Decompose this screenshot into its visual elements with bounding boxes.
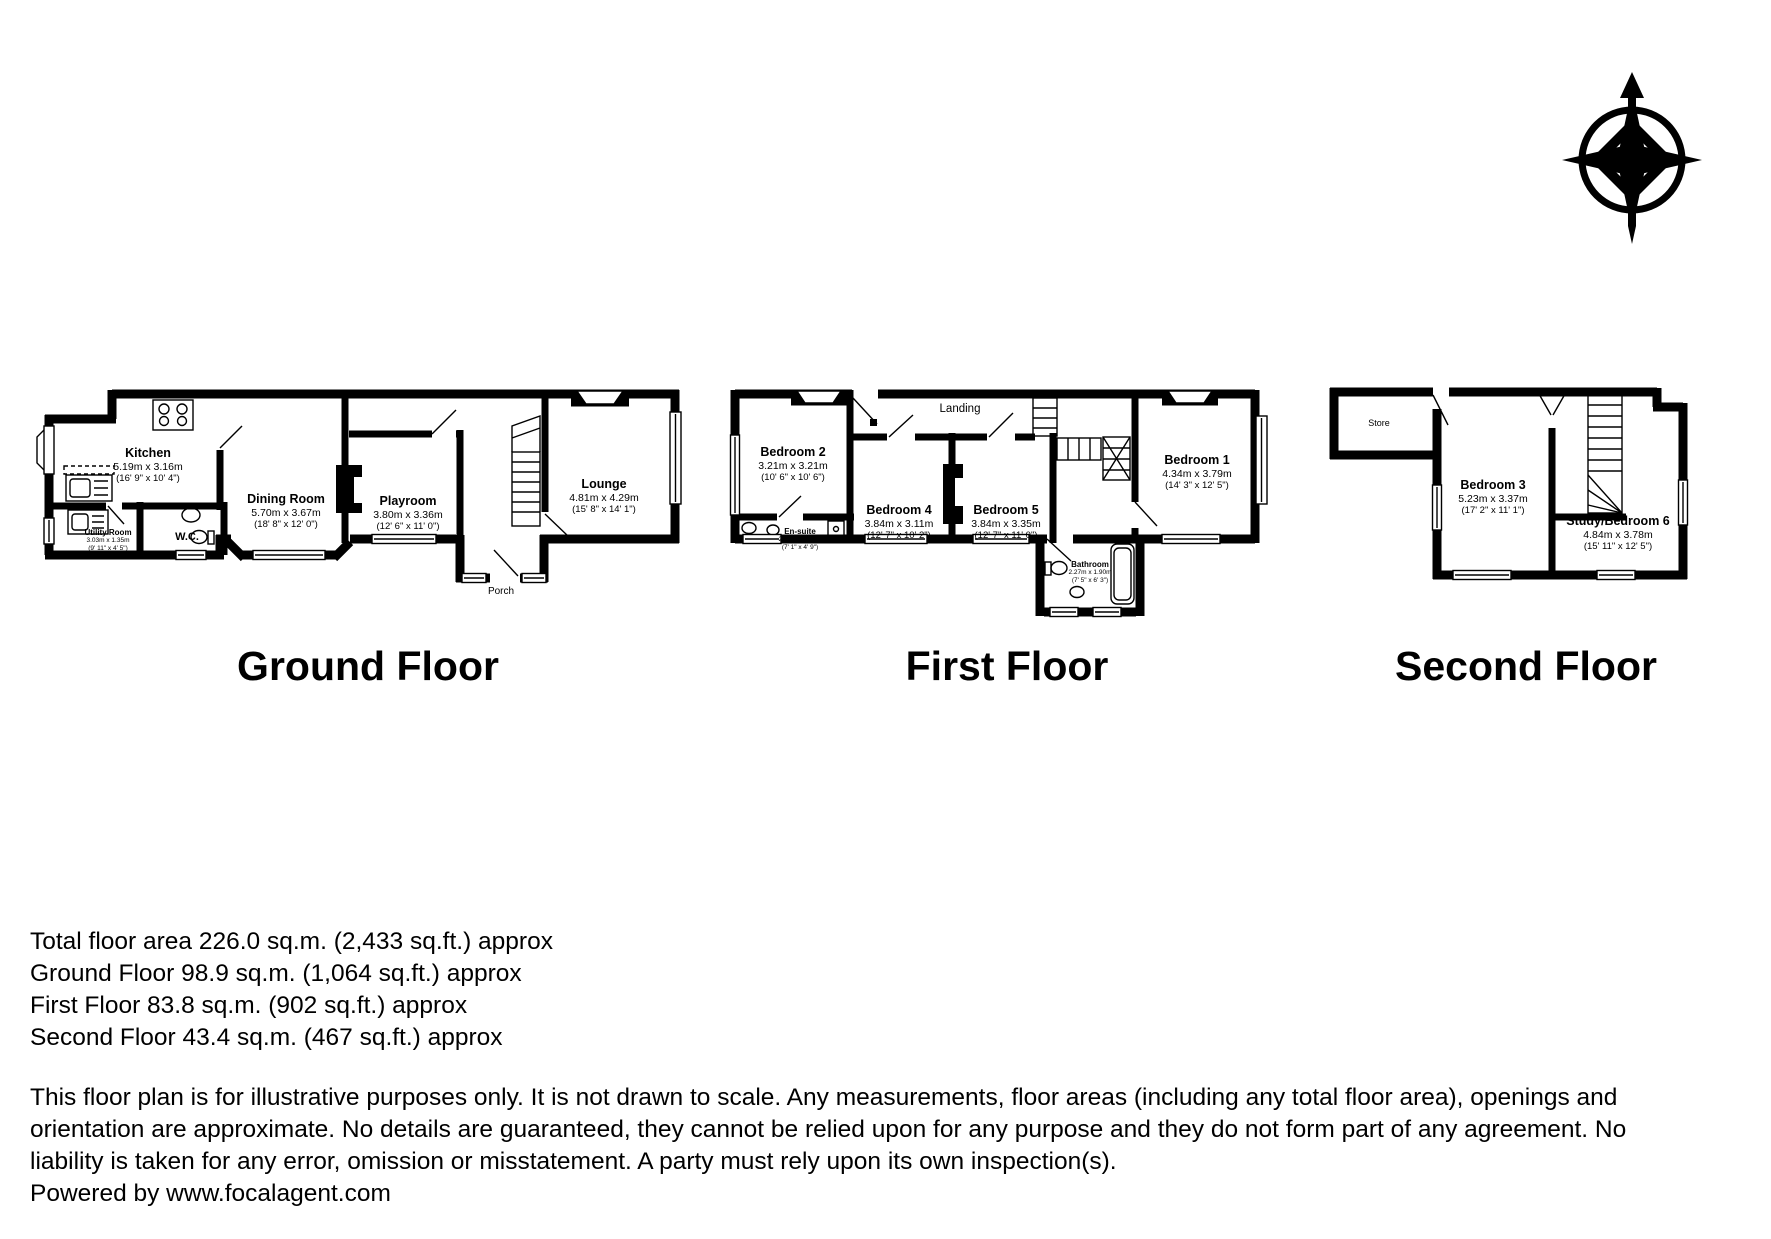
ground-floor-area-line: Ground Floor 98.9 sq.m. (1,064 sq.ft.) approx [30, 960, 522, 987]
compass-rose [1552, 12, 1717, 252]
disclaimer-text: This floor plan is for illustrative purposes only. It is not drawn to scale. Any measurements, floor areas (including any total floor area), openings and orientation are approximate. No details are guaranteed, they cannot be relied upon for any purpose and they do not form part of any agreement. No liability is taken for any error, omission or misstatement. A party must rely upon its own inspection(s). [30, 1084, 1627, 1175]
room-label-bedroom3: Bedroom 3 5.23m x 3.37m (17' 2" x 11' 1") [1458, 478, 1528, 517]
bathroom-toilet [1051, 562, 1067, 575]
hob-unit [153, 400, 193, 430]
staircase [1588, 395, 1622, 513]
second-floor-title: Second Floor [1395, 643, 1657, 689]
staircase [1033, 398, 1130, 480]
room-label-bathroom: Bathroom 2.27m x 1.90m (7' 5" x 6' 3") [1068, 560, 1112, 584]
floor-area-summary [30, 926, 553, 1054]
room-label-landing: Landing [939, 403, 981, 415]
room-label-wc: W.C. [175, 531, 199, 543]
room-label-playroom: Playroom 3.80m x 3.36m (12' 6" x 11' 0") [373, 494, 443, 533]
bathroom-basin [1070, 587, 1084, 598]
wc-basin [182, 508, 200, 522]
room-label-utility: Utility Room 3.03m x 1.35m (9' 11" x 4' 5") [84, 528, 132, 552]
total-floor-area-line: Total floor area 226.0 sq.m. (2,433 sq.ft.) approx [30, 928, 553, 955]
second-floor-plan-drawing [1325, 345, 1710, 600]
room-label-lounge: Lounge 4.81m x 4.29m (15' 8" x 14' 1") [569, 477, 639, 516]
room-label-kitchen: Kitchen 5.19m x 3.16m (16' 9" x 10' 4") [113, 446, 183, 485]
second-floor-area-line: Second Floor 43.4 sq.m. (467 sq.ft.) approx [30, 1024, 503, 1051]
room-label-study-bedroom6: Study/Bedroom 6 4.84m x 3.78m (15' 11" x 12' 5") [1566, 514, 1670, 553]
room-label-bedroom5: Bedroom 5 3.84m x 3.35m (12' 7" x 11' 0") [971, 503, 1041, 542]
powered-by-text: Powered by www.focalagent.com [30, 1180, 391, 1207]
first-floor-area-line: First Floor 83.8 sq.m. (902 sq.ft.) approx [30, 992, 468, 1019]
room-label-dining: Dining Room 5.70m x 3.67m (18' 8" x 12' 0") [247, 492, 325, 531]
first-floor-title: First Floor [905, 643, 1109, 689]
ensuite-toilet [742, 523, 756, 534]
room-label-store: Store [1368, 418, 1390, 428]
ensuite-basin [767, 525, 779, 535]
room-label-bedroom4: Bedroom 4 3.84m x 3.11m (12' 7" x 10' 2") [864, 503, 934, 542]
ground-floor-title: Ground Floor [237, 643, 499, 689]
door-swings [1433, 394, 1565, 425]
disclaimer [30, 1082, 1700, 1210]
staircase [512, 416, 540, 526]
room-label-ensuite: En-suite 2.16m x 1.45m (7' 1" x 4' 9") [778, 527, 822, 551]
room-label-porch: Porch [487, 586, 515, 597]
room-label-bedroom2: Bedroom 2 3.21m x 3.21m (10' 6" x 10' 6") [758, 445, 828, 484]
room-label-bedroom1: Bedroom 1 4.34m x 3.79m (14' 3" x 12' 5") [1162, 453, 1232, 492]
